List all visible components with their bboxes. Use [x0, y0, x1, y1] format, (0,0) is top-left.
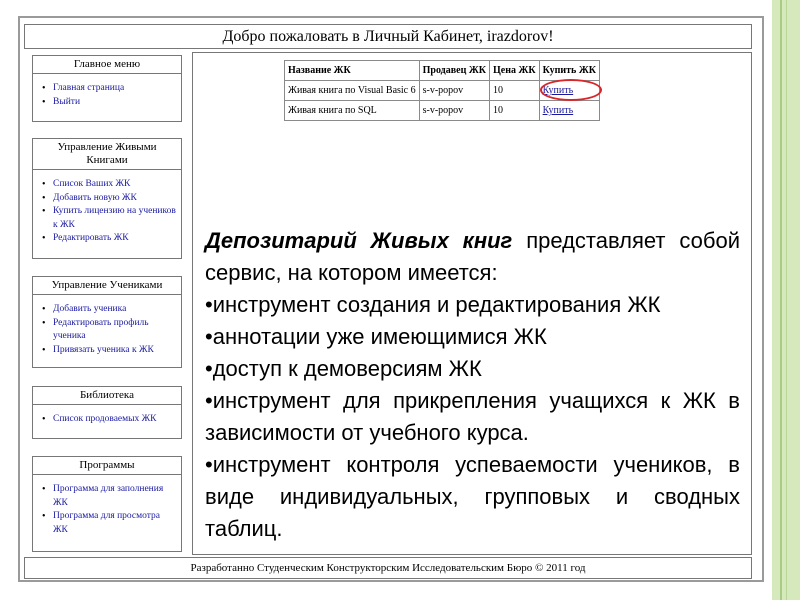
description-intro: [205, 225, 740, 289]
book-seller: s-v-popov: [419, 101, 489, 121]
buy-cell: [539, 81, 599, 101]
col-header-seller: Продавец ЖК: [419, 61, 489, 81]
feature-item: •доступ к демоверсиям ЖК: [205, 356, 482, 381]
fill-program-link[interactable]: • Программа для заполнения ЖК: [41, 483, 177, 510]
description-block: [205, 225, 740, 545]
description-intro-text: представляет собой сервис, на котором имеется:: [205, 228, 740, 285]
view-program-link[interactable]: • Программа для просмотра ЖК: [41, 510, 177, 537]
col-header-buy: Купить ЖК: [539, 61, 599, 81]
table-row: [285, 81, 600, 101]
main-menu-list: [33, 74, 181, 115]
students-management-box: [32, 276, 182, 368]
buy-link[interactable]: Купить: [542, 85, 574, 96]
library-list: [33, 405, 181, 433]
book-name: Живая книга по SQL: [285, 101, 420, 121]
attach-student-link[interactable]: • Привязать ученика к ЖК: [41, 344, 177, 358]
page-footer: Разработанно Студенческим Конструкторским Исследовательским Бюро © 2011 год: [24, 557, 752, 579]
book-price: 10: [489, 101, 539, 121]
col-header-price: Цена ЖК: [489, 61, 539, 81]
books-management-list: [33, 170, 181, 252]
book-name: Живая книга по Visual Basic 6: [285, 81, 420, 101]
menu-logout-link[interactable]: • Выйти: [41, 96, 177, 110]
edit-student-profile-link[interactable]: • Редактировать профиль ученика: [41, 317, 177, 344]
buy-link[interactable]: Купить: [542, 105, 574, 116]
buy-cell: [539, 101, 599, 121]
books-management-title: Управление Живыми Книгами: [33, 139, 181, 170]
feature-item: •инструмент создания и редактирования ЖК: [205, 292, 661, 317]
menu-home-link[interactable]: • Главная страница: [41, 82, 177, 96]
feature-item: •инструмент контроля успеваемости учеников, в виде индивидуальных, групповых и сводных таблиц.: [205, 452, 740, 541]
main-menu-title: Главное меню: [33, 56, 181, 74]
edit-book-link[interactable]: • Редактировать ЖК: [41, 232, 177, 246]
book-seller: s-v-popov: [419, 81, 489, 101]
my-books-link[interactable]: • Список Ваших ЖК: [41, 178, 177, 192]
programs-list: [33, 475, 181, 543]
description-title: Депозитарий Живых книг: [205, 228, 513, 253]
books-for-sale-link[interactable]: • Список продоваемых ЖК: [41, 413, 177, 427]
books-table: [284, 60, 600, 121]
highlight-circle: [540, 79, 602, 101]
programs-title: Программы: [33, 457, 181, 475]
table-row: [285, 101, 600, 121]
accent-line: [786, 0, 787, 600]
slide-accent-band: [772, 0, 800, 600]
feature-item: •аннотации уже имеющимися ЖК: [205, 324, 547, 349]
accent-line: [780, 0, 782, 600]
add-book-link[interactable]: • Добавить новую ЖК: [41, 192, 177, 206]
welcome-header: Добро пожаловать в Личный Кабинет, irazdorov!: [24, 24, 752, 49]
main-menu-box: [32, 55, 182, 122]
book-price: 10: [489, 81, 539, 101]
students-management-title: Управление Учениками: [33, 277, 181, 295]
feature-item: •инструмент для прикрепления учащихся к ЖК в зависимости от учебного курса.: [205, 388, 740, 445]
programs-box: [32, 456, 182, 552]
table-header-row: [285, 61, 600, 81]
col-header-name: Название ЖК: [285, 61, 420, 81]
library-box: [32, 386, 182, 439]
students-management-list: [33, 295, 181, 363]
buy-license-link[interactable]: • Купить лицензию на учеников к ЖК: [41, 205, 177, 232]
library-title: Библиотека: [33, 387, 181, 405]
add-student-link[interactable]: • Добавить ученика: [41, 303, 177, 317]
books-management-box: [32, 138, 182, 259]
